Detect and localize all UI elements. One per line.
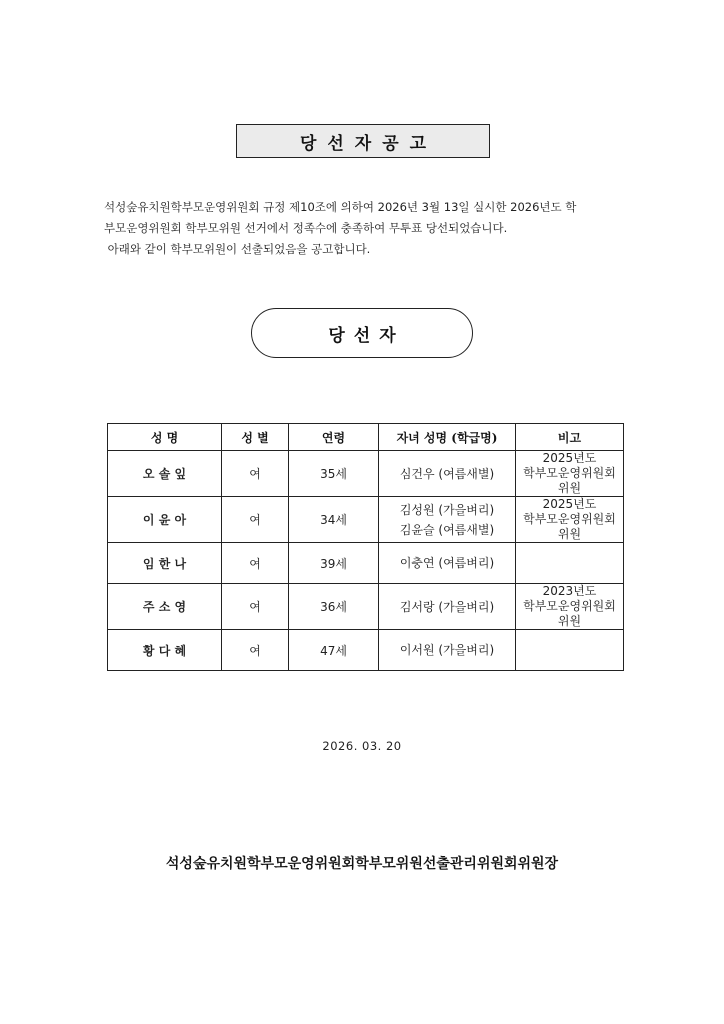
section-heading: 당선자 — [251, 308, 473, 358]
member-gender: 여 — [222, 584, 289, 630]
member-children — [379, 543, 516, 584]
member-gender: 여 — [222, 630, 289, 671]
member-age: 47세 — [289, 630, 379, 671]
member-name: 임 한 나 — [108, 543, 222, 584]
member-children — [379, 584, 516, 630]
table-row — [108, 451, 624, 497]
intro-paragraph — [104, 197, 634, 260]
header-name: 성 명 — [108, 424, 222, 451]
note-line: 학부모운영위원회 위원 — [523, 466, 616, 495]
member-gender: 여 — [222, 451, 289, 497]
member-note — [516, 497, 624, 543]
member-note — [516, 630, 624, 671]
member-age: 36세 — [289, 584, 379, 630]
member-gender: 여 — [222, 543, 289, 584]
member-children — [379, 630, 516, 671]
note-line: 2023년도 — [542, 584, 597, 598]
note-line: 2025년도 — [542, 497, 597, 511]
intro-line: 아래와 같이 학부모위원이 선출되었음을 공고합니다. — [104, 242, 371, 256]
member-name: 주 소 영 — [108, 584, 222, 630]
header-child: 자녀 성명 (학급명) — [379, 424, 516, 451]
header-note: 비고 — [516, 424, 624, 451]
table-row — [108, 584, 624, 630]
document-title: 당선자공고 — [236, 124, 490, 158]
member-gender: 여 — [222, 497, 289, 543]
table-row — [108, 543, 624, 584]
member-name: 오 솔 잎 — [108, 451, 222, 497]
note-line: 학부모운영위원회 위원 — [523, 512, 616, 541]
member-children — [379, 451, 516, 497]
intro-line: 부모운영위원회 학부모위원 선거에서 정족수에 충족하여 무투표 당선되었습니다. — [104, 221, 508, 235]
member-children — [379, 497, 516, 543]
table-row — [108, 497, 624, 543]
member-name: 이 윤 아 — [108, 497, 222, 543]
elected-members-table — [107, 423, 624, 671]
child-entry: 이충연 (여름벼리) — [399, 556, 495, 570]
issuer-signature: 석성숲유치원학부모운영위원회학부모위원선출관리위원회위원장 — [165, 856, 559, 872]
child-entry: 김성원 (가을벼리) — [399, 502, 495, 517]
member-note — [516, 543, 624, 584]
child-entry: 김서랑 (가을벼리) — [399, 599, 495, 614]
member-note — [516, 584, 624, 630]
note-line: 학부모운영위원회 위원 — [523, 599, 616, 628]
header-gender: 성 별 — [222, 424, 289, 451]
child-entry: 이서원 (가을벼리) — [399, 643, 495, 657]
member-age: 34세 — [289, 497, 379, 543]
member-name: 황 다 혜 — [108, 630, 222, 671]
member-age: 35세 — [289, 451, 379, 497]
child-entry: 김윤슬 (여름새별) — [399, 522, 495, 537]
table-row — [108, 630, 624, 671]
intro-line: 석성숲유치원학부모운영위원회 규정 제10조에 의하여 2026년 3월 13일 실시한 2026년도 학 — [104, 200, 577, 214]
header-age: 연령 — [289, 424, 379, 451]
table-header-row — [108, 424, 624, 451]
member-age: 39세 — [289, 543, 379, 584]
note-line: 2025년도 — [542, 451, 597, 465]
announcement-date: 2026. 03. 20 — [322, 739, 402, 753]
child-entry: 심건우 (여름새별) — [399, 466, 495, 481]
member-note — [516, 451, 624, 497]
